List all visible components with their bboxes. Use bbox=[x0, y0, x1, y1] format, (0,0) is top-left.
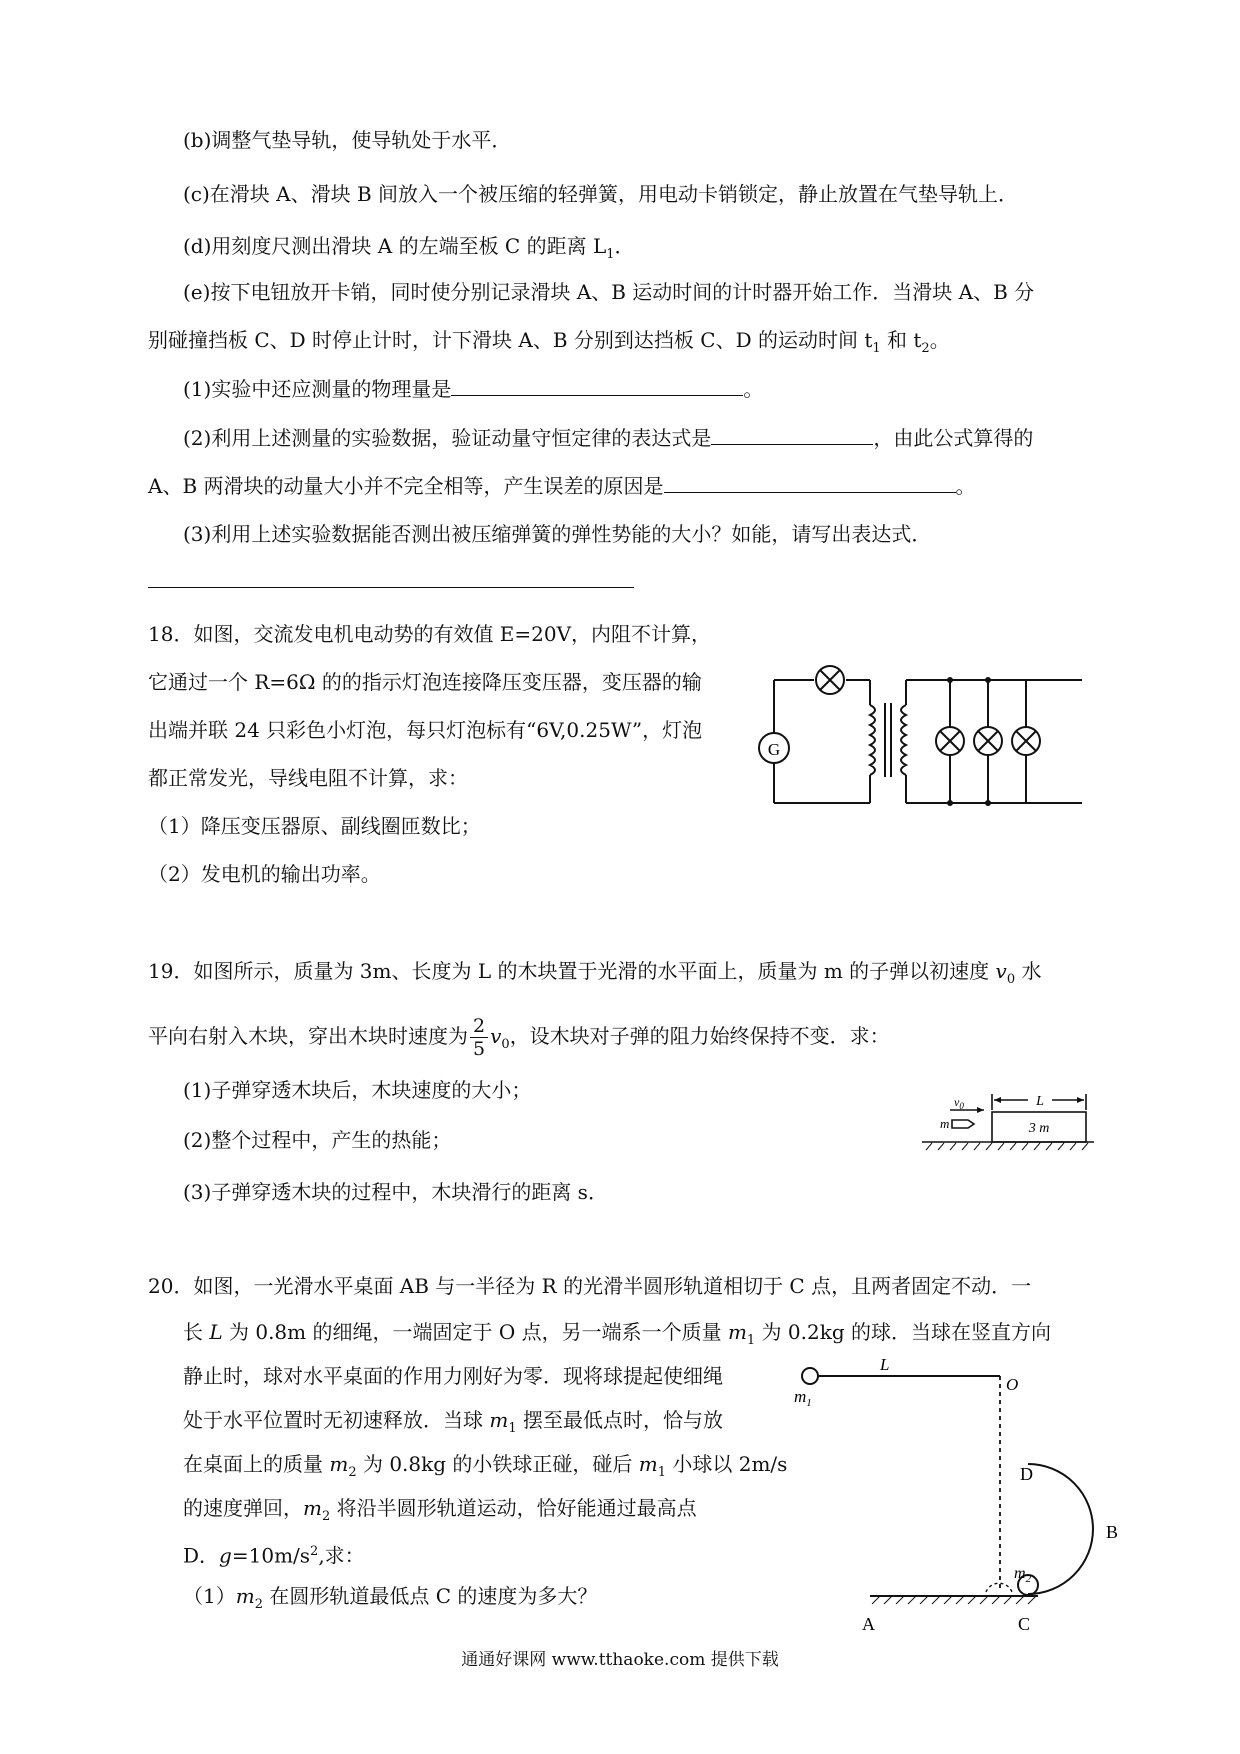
problem20-line1: 20．如图，一光滑水平桌面 AB 与一半径为 R 的光滑半圆形轨道相切于 C 点，且两者固定不动．一 bbox=[148, 1274, 1032, 1298]
svg-text:v0: $v_0$ bbox=[954, 1095, 964, 1111]
question-1: (1)实验中还应测量的物理量是 。 bbox=[183, 373, 763, 403]
answer-blank-2[interactable] bbox=[711, 422, 873, 445]
step-e-line2: 别碰撞挡板 C、D 时停止计时，计下滑块 A、B 分别到达挡板 C、D 的运动时间 $t_1$ 和 $t_2$。 bbox=[148, 328, 950, 356]
step-b: (b)调整气垫导轨，使导轨处于水平． bbox=[183, 128, 512, 152]
svg-text:D: D bbox=[1020, 1464, 1033, 1484]
bullet-block-diagram bbox=[920, 1090, 1095, 1156]
transformer-circuit-diagram bbox=[760, 655, 1100, 815]
answer-line-3[interactable] bbox=[148, 587, 634, 588]
svg-text:B: B bbox=[1106, 1522, 1119, 1542]
problem19-line2: 平向右射入木块，穿出木块时速度为 $\frac{2}{5}$ $v_0$，设木块对子弹的阻力始终保持不变．求： bbox=[148, 1015, 890, 1060]
problem20-line5: 在桌面上的质量 $m_2$ 为 0.8kg 的小铁球正碰，碰后 $m_1$ 小球以 2m/s bbox=[183, 1452, 788, 1480]
problem19-q3: (3)子弹穿透木块的过程中，木块滑行的距离 s． bbox=[183, 1180, 608, 1204]
fraction-two-fifths: $\frac{2}{5}$ bbox=[470, 1015, 488, 1060]
problem20-line2: 长 L 为 0.8m 的细绳，一端固定于 O 点，另一端系一个质量 $m_1$ 为 0.2kg 的球．当球在竖直方向 bbox=[183, 1320, 1052, 1348]
problem20-line4: 处于水平位置时无初速释放．当球 $m_1$ 摆至最低点时，恰与放 bbox=[183, 1408, 723, 1436]
svg-text:C: C bbox=[1018, 1614, 1031, 1634]
problem20-q1: $(1)m_2$ 在圆形轨道最低点 C 的速度为多大？ bbox=[183, 1584, 598, 1612]
problem20-line6: 的速度弹回，$m_2$ 将沿半圆形轨道运动，恰好能通过最高点 bbox=[183, 1496, 697, 1524]
problem18-q1: （1）降压变压器原、副线圈匝数比； bbox=[148, 814, 481, 838]
svg-text:m: m bbox=[940, 1116, 950, 1131]
svg-text:L: L bbox=[1036, 1094, 1044, 1109]
problem20-line3: 静止时，球对水平桌面的作用力刚好为零．现将球提起使细绳 bbox=[183, 1364, 723, 1388]
step-d: (d)用刻度尺测出滑块 A 的左端至板 C 的距离 $L_1$． bbox=[183, 234, 635, 262]
svg-text:A: A bbox=[862, 1614, 875, 1634]
problem18-line4: 都正常发光，导线电阻不计算，求： bbox=[148, 766, 468, 790]
svg-text:m1: $m_1$ bbox=[794, 1387, 812, 1409]
svg-text:O: O bbox=[1006, 1375, 1019, 1394]
problem19-line1: 19．如图所示，质量为 3m、长度为 L 的木块置于光滑的水平面上，质量为 m 的子弹以初速度 $v_0$ 水 bbox=[148, 959, 1042, 987]
footer-source: 通通好课网 www.tthaoke.com 提供下载 bbox=[461, 1650, 779, 1670]
step-e-line1: (e)按下电钮放开卡销，同时使分别记录滑块 A、B 运动时间的计时器开始工作．当滑块 A、B 分 bbox=[183, 280, 1035, 304]
step-c: (c)在滑块 A、滑块 B 间放入一个被压缩的轻弹簧，用电动卡销锁定，静止放置在气垫导轨上． bbox=[183, 182, 1019, 206]
svg-text:3 m: 3 m bbox=[1028, 1121, 1050, 1136]
problem18-line3: 出端并联 24 只彩色小灯泡，每只灯泡标有“6V,0.25W”，灯泡 bbox=[148, 718, 703, 742]
answer-blank-1[interactable] bbox=[451, 373, 743, 396]
problem18-q2: （2）发电机的输出功率。 bbox=[148, 862, 381, 886]
problem19-q1: (1)子弹穿透木块后，木块速度的大小； bbox=[183, 1078, 532, 1102]
svg-text:m2: $m_2$ bbox=[1014, 1565, 1032, 1585]
answer-blank-3[interactable] bbox=[664, 470, 956, 493]
generator-label: G bbox=[767, 740, 781, 759]
question-2-line1: (2)利用上述测量的实验数据，验证动量守恒定律的表达式是 ，由此公式算得的 bbox=[183, 422, 1033, 452]
problem20-line7: D．$g=10m/s^2$,求： bbox=[183, 1543, 365, 1568]
svg-text:L: L bbox=[880, 1355, 890, 1374]
problem19-q2: (2)整个过程中，产生的热能； bbox=[183, 1128, 452, 1152]
question-2-line2: A、B 两滑块的动量大小并不完全相等，产生误差的原因是 。 bbox=[148, 470, 976, 500]
question-3: (3)利用上述实验数据能否测出被压缩弹簧的弹性势能的大小？如能，请写出表达式． bbox=[183, 522, 932, 546]
pendulum-track-diagram bbox=[780, 1340, 1120, 1640]
problem18-line1: 18．如图，交流发电机电动势的有效值 E=20V，内阻不计算， bbox=[148, 622, 712, 646]
problem18-line2: 它通过一个 R=6Ω 的的指示灯泡连接降压变压器，变压器的输 bbox=[148, 670, 702, 694]
